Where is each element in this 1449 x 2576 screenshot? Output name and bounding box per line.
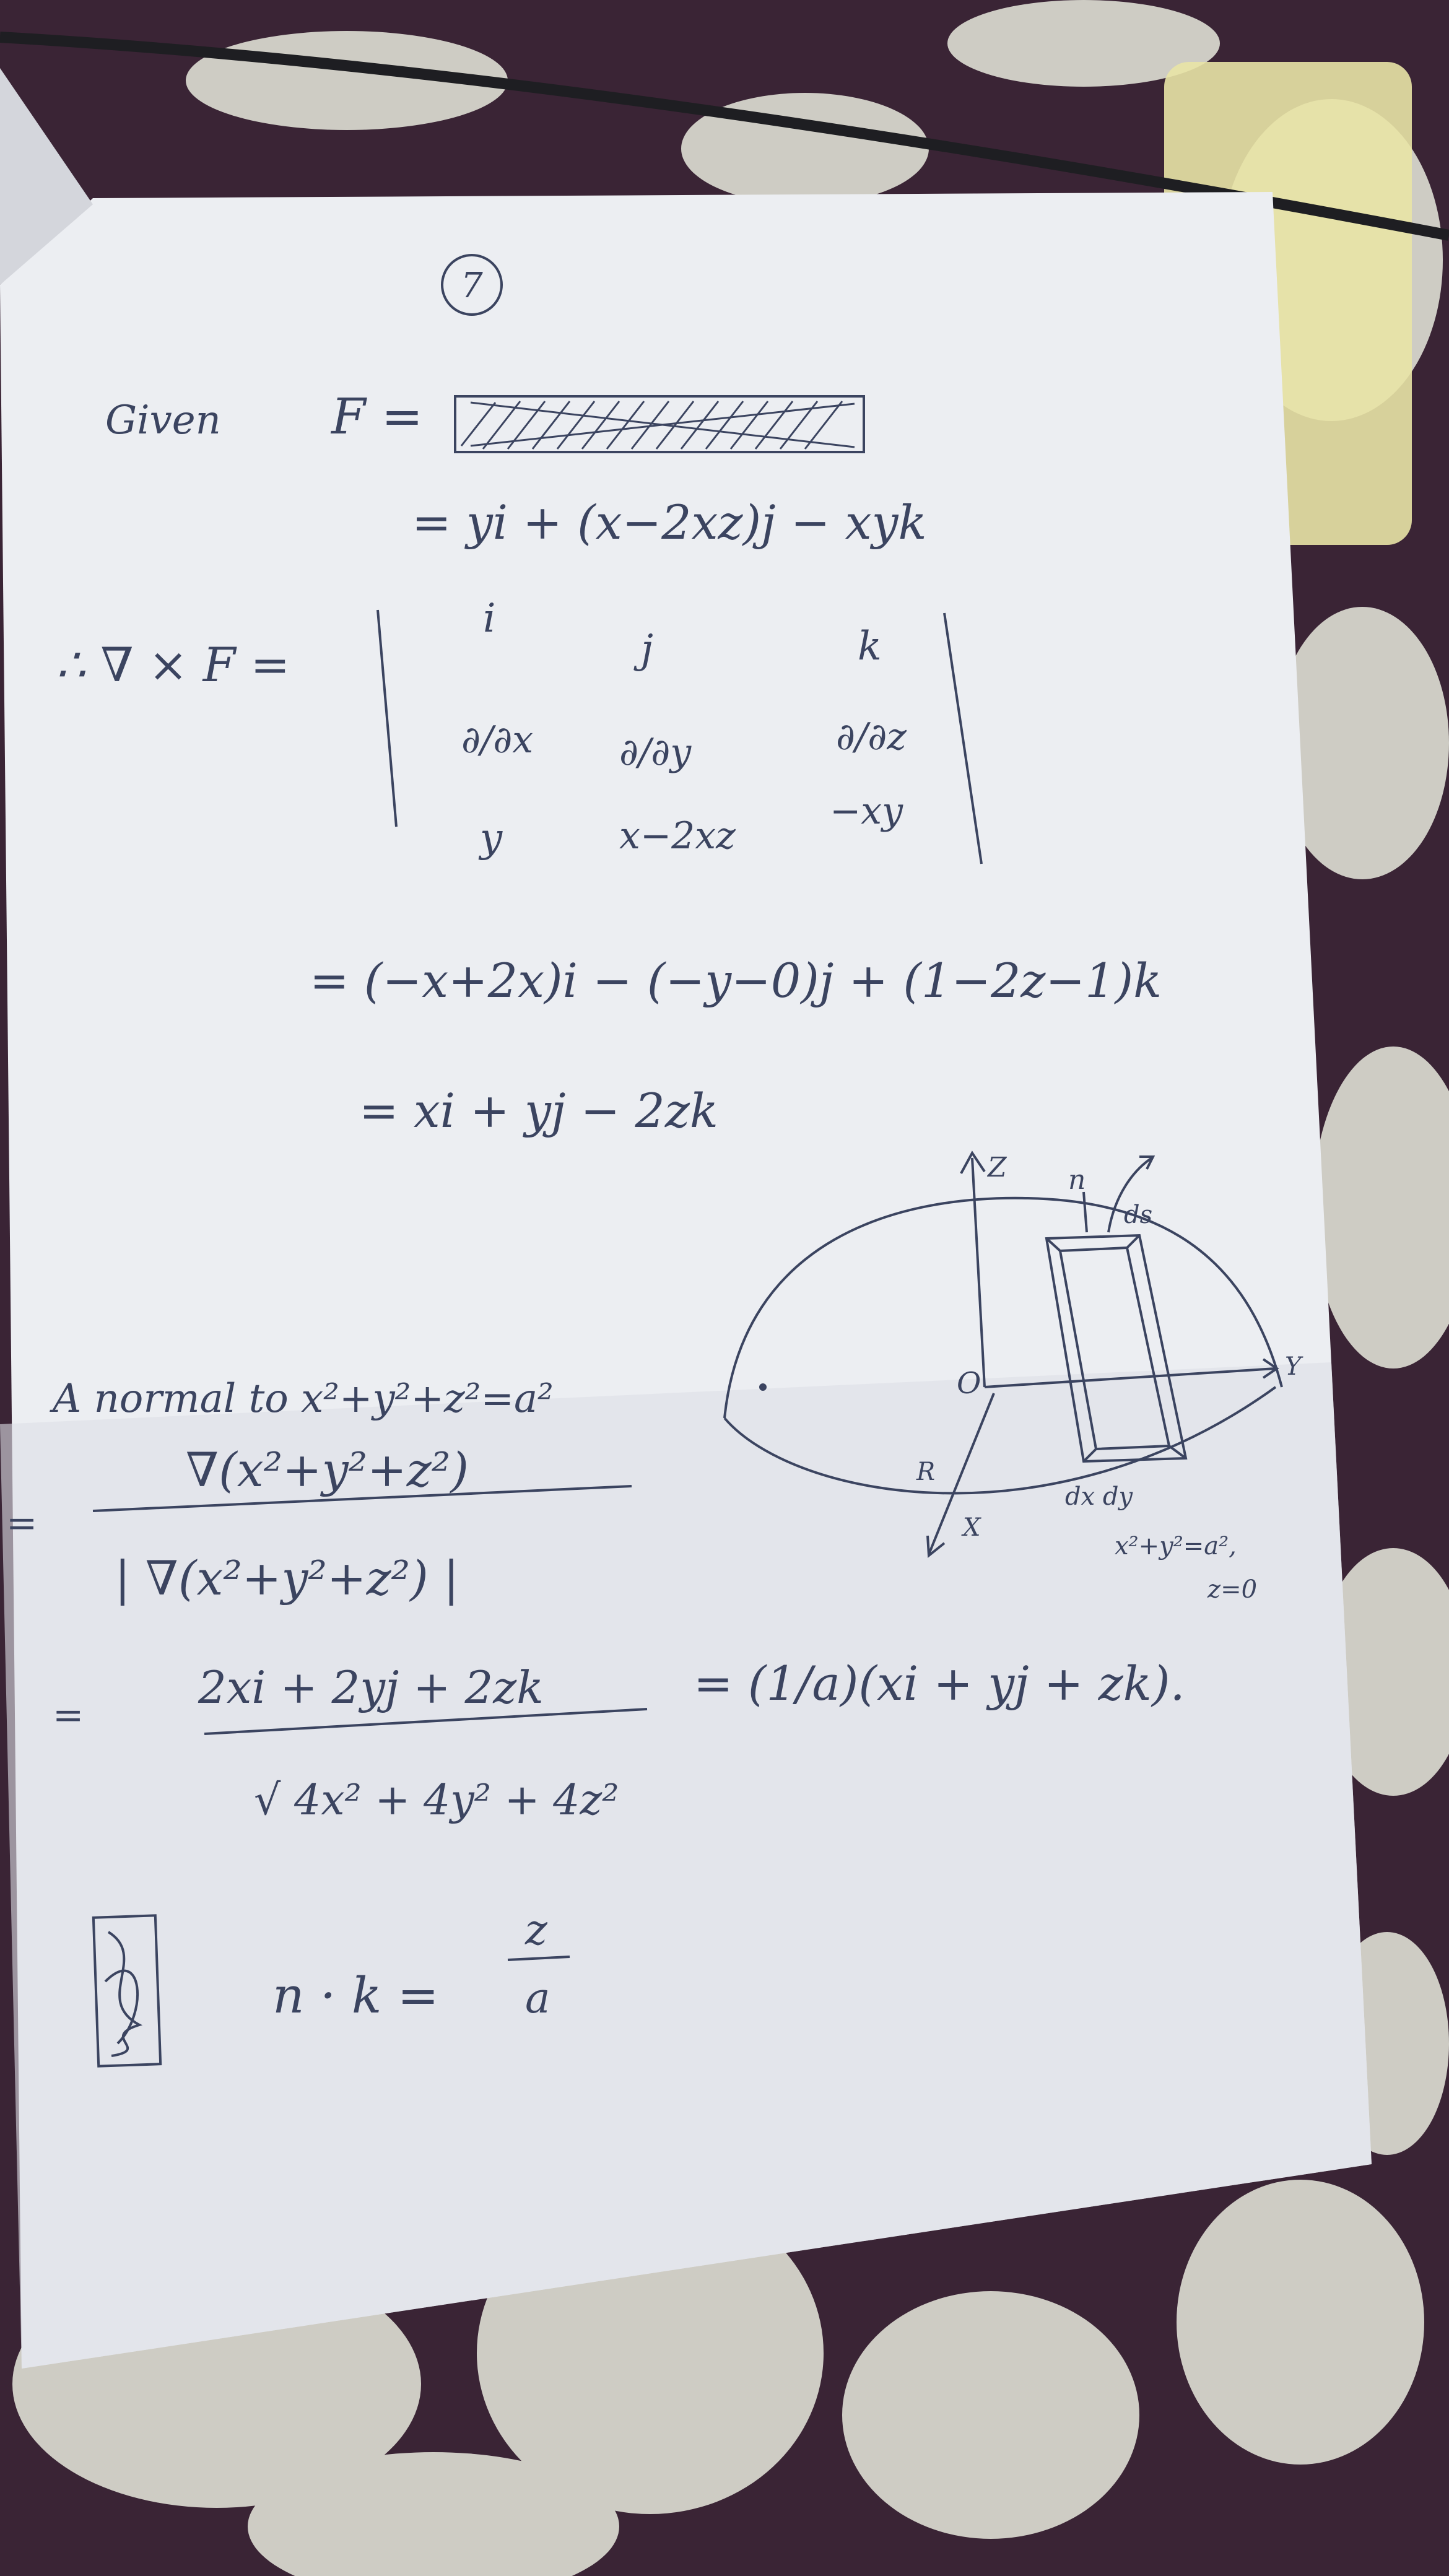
grad-denominator: √ 4x² + 4y² + 4z² [254, 1776, 619, 1825]
given-label: Given [105, 398, 221, 443]
matrix-r1c1: i [483, 596, 496, 642]
n-dot-k: n · k = [272, 1967, 439, 2024]
diagram-base-curve-2: z=0 [1208, 1575, 1258, 1604]
normal-text: A normal to x²+y²+z²=a² [53, 1376, 554, 1422]
unit-normal: = (1/a)(xi + yj + zk). [694, 1656, 1185, 1711]
diagram-y-label: Y [1285, 1352, 1302, 1381]
diagram-region-label: R [916, 1458, 936, 1486]
F-lhs: F = [331, 388, 423, 445]
diagram-origin-label: O [957, 1366, 981, 1401]
origin-dot [760, 1385, 765, 1390]
matrix-r3c2: x−2xz [619, 814, 736, 858]
n-dot-k-value-denominator: a [525, 1974, 550, 2023]
normal-equals: = [6, 1502, 38, 1545]
curl-step-2: = xi + yj − 2zk [359, 1083, 718, 1138]
matrix-r3c1: y [480, 816, 503, 861]
curl-lhs: ∴ ∇ × F = [56, 637, 290, 692]
normal-numerator: ∇(x²+y²+z²) [186, 1442, 469, 1497]
matrix-r2c2: ∂/∂y [619, 731, 692, 774]
curl-step-1: = (−x+2x)i − (−y−0)j + (1−2z−1)k [310, 953, 1162, 1008]
matrix-r3c3: −xy [830, 790, 903, 833]
matrix-r1c2: j [641, 627, 653, 672]
normal-denominator: | ∇(x²+y²+z²) | [115, 1551, 459, 1606]
diagram-ds-label: ds [1124, 1201, 1153, 1229]
grad-equals: = [53, 1694, 84, 1737]
matrix-r1c3: k [858, 624, 882, 669]
diagram-normal-label: n [1068, 1164, 1086, 1196]
n-dot-k-value-numerator: z [525, 1906, 547, 1955]
matrix-r2c3: ∂/∂z [836, 715, 907, 759]
diagram-z-label: Z [988, 1152, 1007, 1183]
matrix-r2c1: ∂/∂x [461, 718, 534, 762]
grad-numerator: 2xi + 2yj + 2zk [198, 1661, 544, 1713]
diagram-dxdy-label: dx dy [1065, 1482, 1133, 1511]
page-number: 7 [461, 266, 483, 306]
diagram-base-curve-1: x²+y²=a², [1115, 1532, 1237, 1560]
diagram-x-label: X [963, 1513, 981, 1542]
F-expression: = yi + (x−2xz)j − xyk [412, 495, 927, 550]
